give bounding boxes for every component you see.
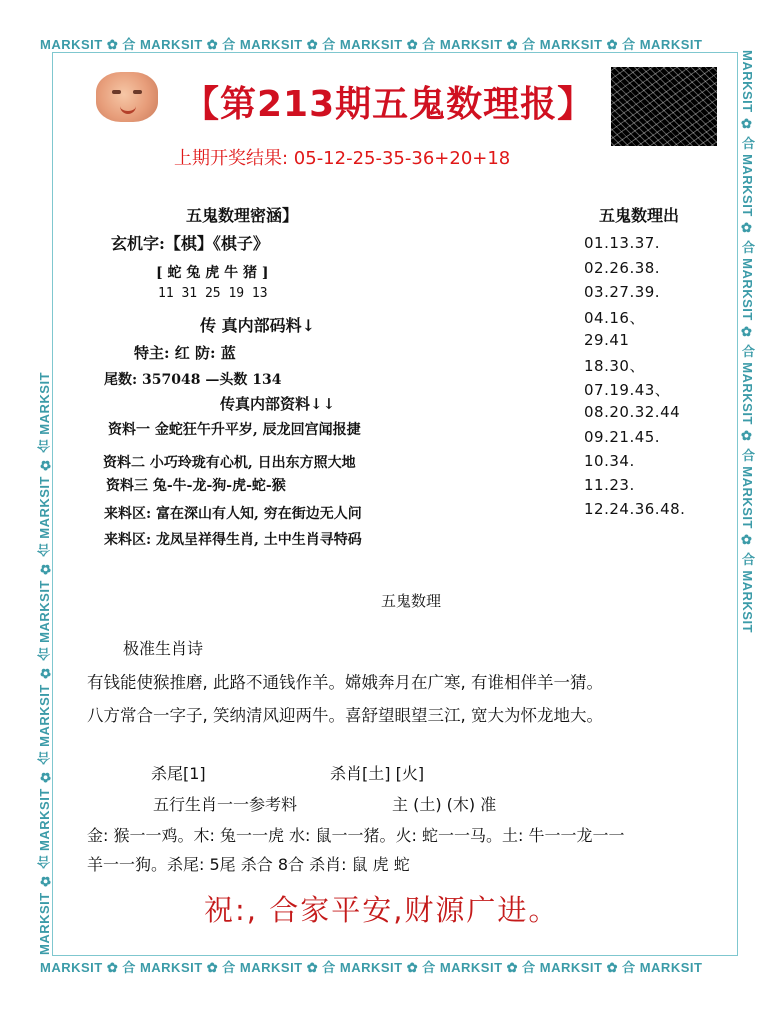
watermark-text: MARKSIT bbox=[740, 466, 755, 529]
tail-numbers: 尾数: 357048 —头数 134 bbox=[104, 372, 282, 388]
watermark-text: MARKSIT bbox=[740, 50, 755, 113]
xuanji-text: 玄机字:【棋】《棋子》 bbox=[111, 234, 269, 253]
number-group: 01.13.37. bbox=[584, 234, 661, 252]
watermark-text: MARKSIT bbox=[539, 37, 603, 52]
kill-zodiac: 杀肖[土] [火] bbox=[330, 764, 425, 783]
elements-line-1: 金: 猴一一鸡。木: 兔一一虎 水: 鼠一一猪。火: 蛇一一马。土: 牛一一龙一一 bbox=[87, 826, 625, 845]
number-group: 07.19.43、 bbox=[584, 381, 671, 399]
watermark-text: MARKSIT bbox=[37, 371, 52, 435]
watermark-text: MARKSIT bbox=[37, 476, 52, 539]
avatar-image bbox=[96, 72, 158, 122]
watermark-text: MARKSIT bbox=[339, 37, 403, 52]
watermark-text: MARKSIT bbox=[239, 37, 303, 52]
watermark-text: MARKSIT bbox=[439, 37, 503, 52]
poem-line-1: 有钱能使猴推磨, 此路不通钱作羊。嫦娥奔月在广寒, 有谁相伴羊一猜。 bbox=[87, 673, 603, 692]
kill-tail: 杀尾[1] bbox=[151, 764, 206, 783]
fax-info-heading: 传真内部资料↓↓ bbox=[220, 395, 336, 413]
watermark-text: MARKSIT bbox=[139, 960, 203, 975]
watermark-text: MARKSIT bbox=[740, 570, 755, 634]
watermark-text: MARKSIT bbox=[37, 684, 52, 747]
poem-title: 极准生肖诗 bbox=[123, 639, 204, 658]
number-group: 09.21.45. bbox=[584, 428, 661, 446]
watermark-text: MARKSIT bbox=[339, 960, 403, 975]
number-group: 18.30、 bbox=[584, 357, 645, 375]
fax-code-heading: 传 真内部码料↓ bbox=[200, 316, 315, 335]
zodiac-list: [ 蛇 兔 虎 牛 猪 ] bbox=[156, 265, 269, 281]
info-line-1: 资料一 金蛇狂午升平岁, 辰龙回宫闻报捷 bbox=[108, 422, 361, 438]
watermark-text: MARKSIT bbox=[40, 37, 103, 52]
avatar-mouth bbox=[120, 105, 136, 114]
watermark-text: MARKSIT bbox=[740, 362, 755, 425]
number-group: 10.34. bbox=[584, 452, 635, 470]
elements-line-2: 羊一一狗。杀尾: 5尾 杀合 8合 杀肖: 鼠 虎 蛇 bbox=[87, 855, 410, 874]
last-draw-result: 上期开奖结果: 05-12-25-35-36+20+18 bbox=[174, 148, 511, 169]
source-line-1: 来料区: 富在深山有人知, 穷在街边无人问 bbox=[104, 506, 362, 522]
right-heading: 五鬼数理出 bbox=[599, 206, 680, 225]
main-element: 主 (土) (木) 准 bbox=[392, 795, 497, 814]
qr-code-noise bbox=[611, 67, 717, 146]
zodiac-numbers: 11 31 25 19 13 bbox=[158, 286, 268, 301]
poem-line-2: 八方常合一字子, 笑纳清风迎两牛。喜舒望眼望三江, 宽大为怀龙地大。 bbox=[87, 706, 603, 725]
number-group: 29.41 bbox=[584, 331, 630, 349]
number-group: 02.26.38. bbox=[584, 259, 661, 277]
watermark-text: MARKSIT bbox=[40, 960, 103, 975]
watermark-text: MARKSIT bbox=[639, 960, 703, 975]
five-elements-label: 五行生肖一一参考料 bbox=[153, 795, 298, 814]
avatar-eye bbox=[112, 90, 121, 94]
watermark-text: MARKSIT bbox=[740, 258, 755, 321]
number-group: 12.24.36.48. bbox=[584, 500, 686, 518]
number-group: 04.16、 bbox=[584, 309, 645, 327]
page-title: 【第213期五鬼数理报】 bbox=[183, 84, 595, 125]
watermark-text: MARKSIT bbox=[139, 37, 203, 52]
blessing-text: 祝:, 合家平安,财源广进。 bbox=[204, 893, 560, 927]
watermark-text: MARKSIT bbox=[37, 892, 52, 955]
watermark-text: MARKSIT bbox=[37, 788, 52, 851]
watermark-text: MARKSIT bbox=[37, 580, 52, 643]
info-line-2: 资料二 小巧玲珑有心机, 日出东方照大地 bbox=[103, 455, 356, 471]
watermark-border-top: MARKSIT ✿ 合 MARKSIT ✿ 合 MARKSIT ✿ 合 MARKSIT ✿ 合 MARKSIT ✿ 合 MARKSIT ✿ 合 MARKSIT bbox=[40, 37, 703, 52]
watermark-text: MARKSIT bbox=[439, 960, 503, 975]
watermark-text: MARKSIT bbox=[239, 960, 303, 975]
source-line-2: 来料区: 龙凤呈祥得生肖, 土中生肖寻特码 bbox=[104, 532, 362, 548]
watermark-text: MARKSIT bbox=[539, 960, 603, 975]
section-title: 五鬼数理 bbox=[381, 592, 442, 610]
watermark-text: MARKSIT bbox=[740, 154, 755, 217]
watermark-border-left: MARKSIT ✿ 合 MARKSIT ✿ 合 MARKSIT ✿ 合 MARKSIT ✿ 合 MARKSIT ✿ 合 MARKSIT bbox=[37, 371, 52, 955]
watermark-border-bottom: MARKSIT ✿ 合 MARKSIT ✿ 合 MARKSIT ✿ 合 MARKSIT ✿ 合 MARKSIT ✿ 合 MARKSIT ✿ 合 MARKSIT bbox=[40, 960, 703, 975]
watermark-border-right: MARKSIT ✿ 合 MARKSIT ✿ 合 MARKSIT ✿ 合 MARKSIT ✿ 合 MARKSIT ✿ 合 MARKSIT bbox=[740, 50, 755, 634]
number-group: 08.20.32.44 bbox=[584, 403, 681, 421]
special-color: 特主: 红 防: 蓝 bbox=[134, 344, 236, 362]
avatar-eye bbox=[133, 90, 142, 94]
number-group: 11.23. bbox=[584, 476, 635, 494]
number-group: 03.27.39. bbox=[584, 283, 661, 301]
info-line-3: 资料三 兔-牛-龙-狗-虎-蛇-猴 bbox=[106, 478, 286, 494]
meaning-heading: 五鬼数理密涵】 bbox=[186, 206, 299, 225]
watermark-text: MARKSIT bbox=[639, 37, 703, 52]
